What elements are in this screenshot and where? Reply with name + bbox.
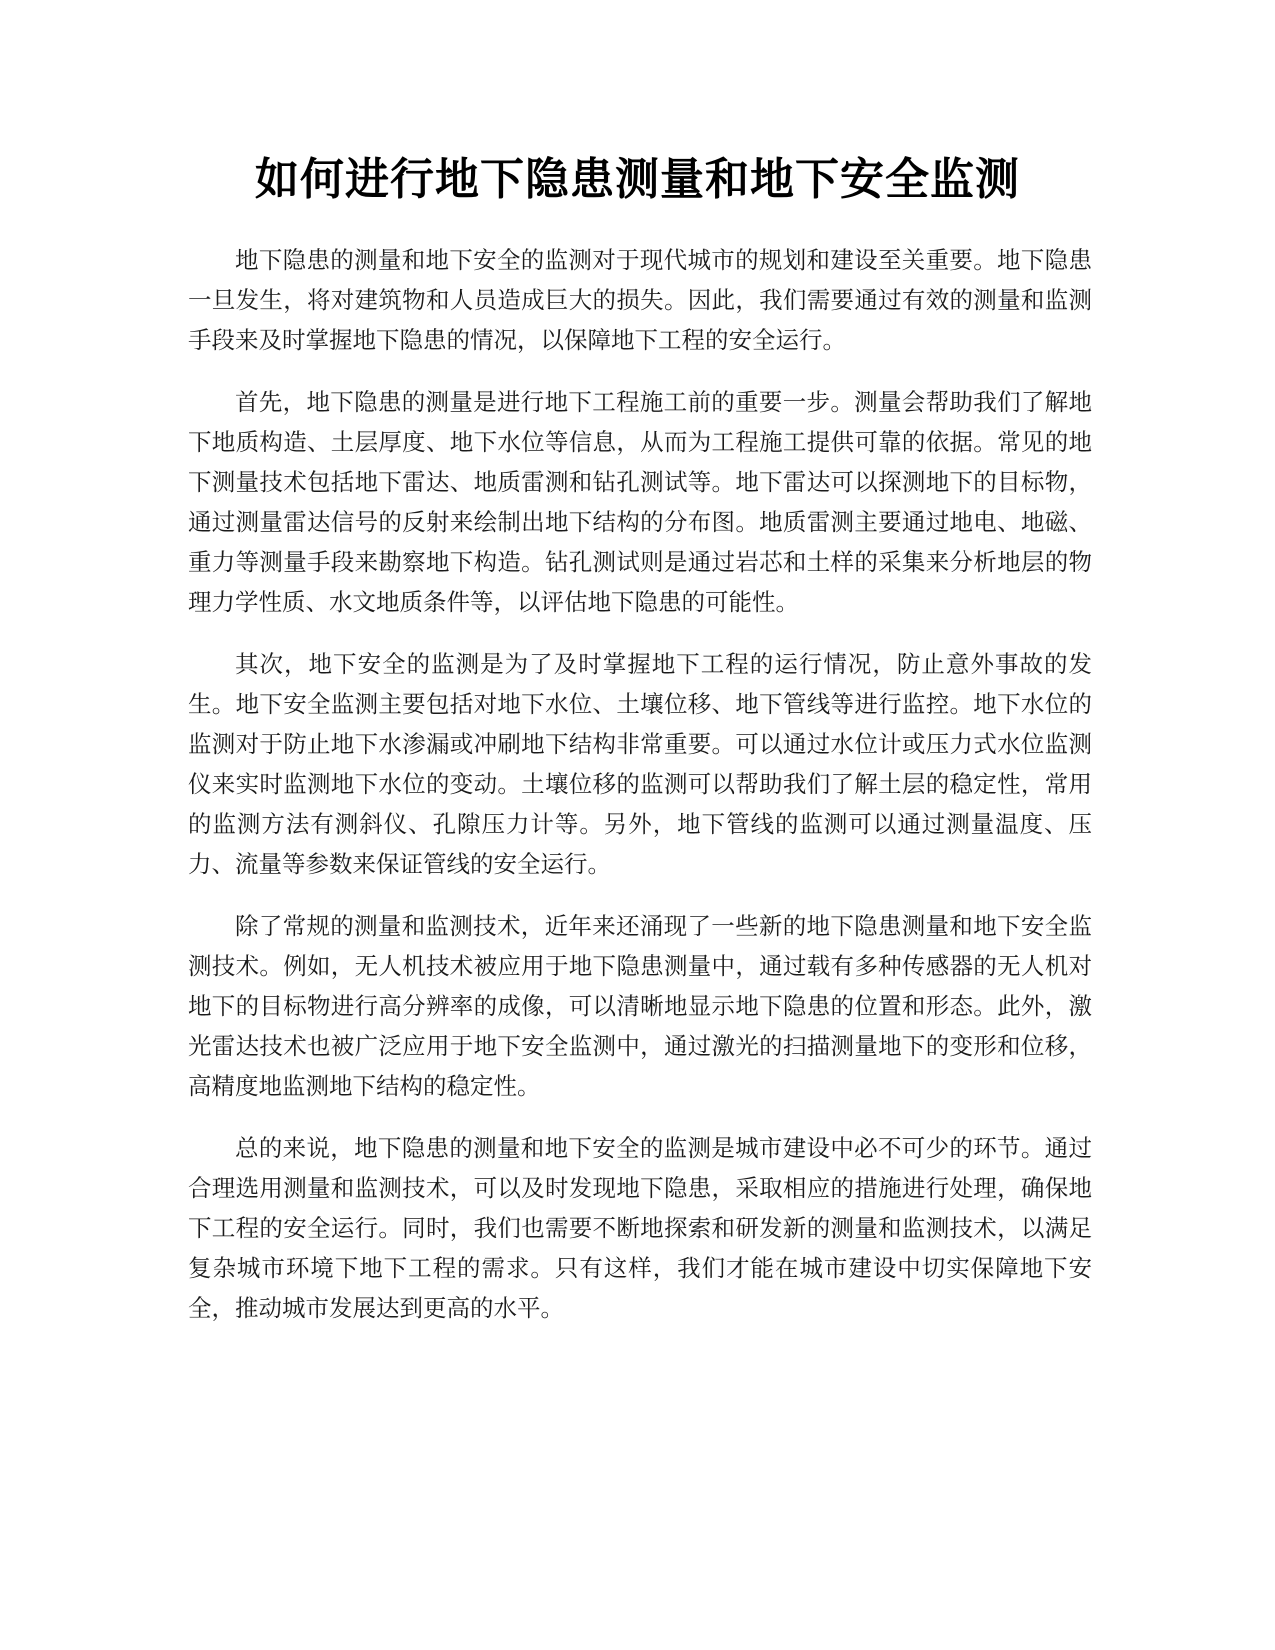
paragraph-new-technology: 除了常规的测量和监测技术，近年来还涌现了一些新的地下隐患测量和地下安全监测技术。例如，无人机技术被应用于地下隐患测量中，通过载有多种传感器的无人机对地下的目标物进行高分辨率的成像，可以清晰地显示地下隐患的位置和形态。此外，激光雷达技术也被广泛应用于地下安全监测中，通过激光的扫描测量地下的变形和位移，高精度地监测地下结构的稳定性。 [188,912,1092,1100]
document-title: 如何进行地下隐患测量和地下安全监测 [255,154,1020,205]
paragraph-intro: 地下隐患的测量和地下安全的监测对于现代城市的规划和建设至关重要。地下隐患一旦发生，将对建筑物和人员造成巨大的损失。因此，我们需要通过有效的测量和监测手段来及时掌握地下隐患的情况，以保障地下工程的安全运行。 [188,246,1092,354]
document-body [188,240,1092,1350]
paragraph-measurement: 首先，地下隐患的测量是进行地下工程施工前的重要一步。测量会帮助我们了解地下地质构造、土层厚度、地下水位等信息，从而为工程施工提供可靠的依据。常见的地下测量技术包括地下雷达、地质雷测和钻孔测试等。地下雷达可以探测地下的目标物，通过测量雷达信号的反射来绘制出地下结构的分布图。地质雷测主要通过地电、地磁、重力等测量手段来勘察地下构造。钻孔测试则是通过岩芯和土样的采集来分析地层的物理力学性质、水文地质条件等，以评估地下隐患的可能性。 [188,388,1092,616]
paragraph-monitoring: 其次，地下安全的监测是为了及时掌握地下工程的运行情况，防止意外事故的发生。地下安全监测主要包括对地下水位、土壤位移、地下管线等进行监控。地下水位的监测对于防止地下水渗漏或冲刷地下结构非常重要。可以通过水位计或压力式水位监测仪来实时监测地下水位的变动。土壤位移的监测可以帮助我们了解土层的稳定性，常用的监测方法有测斜仪、孔隙压力计等。另外，地下管线的监测可以通过测量温度、压力、流量等参数来保证管线的安全运行。 [188,650,1092,878]
paragraph-conclusion: 总的来说，地下隐患的测量和地下安全的监测是城市建设中必不可少的环节。通过合理选用测量和监测技术，可以及时发现地下隐患，采取相应的措施进行处理，确保地下工程的安全运行。同时，我们也需要不断地探索和研发新的测量和监测技术，以满足复杂城市环境下地下工程的需求。只有这样，我们才能在城市建设中切实保障地下安全，推动城市发展达到更高的水平。 [188,1134,1092,1322]
